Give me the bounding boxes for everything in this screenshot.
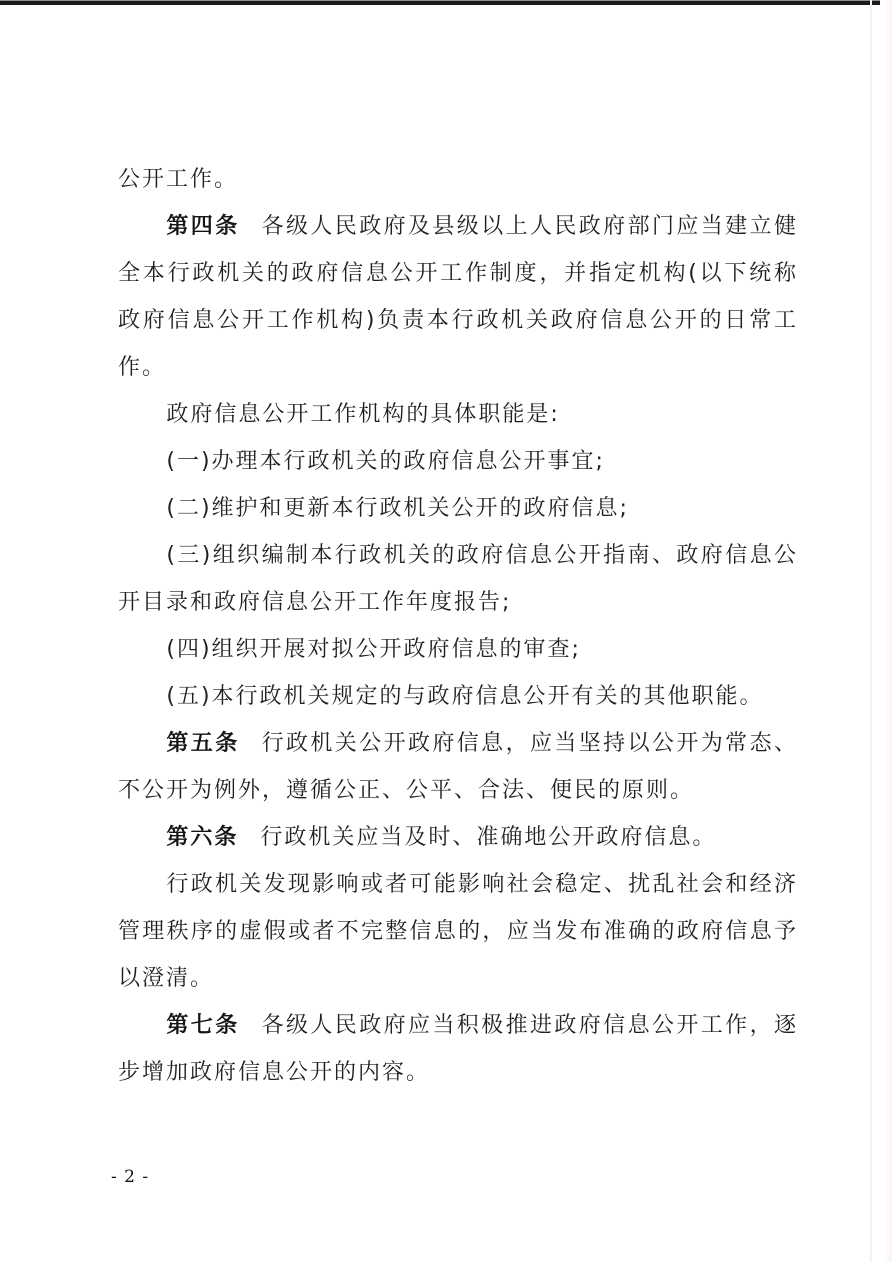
paragraph-item-2	[118, 485, 798, 532]
article-number: 第四条	[166, 214, 240, 239]
paragraph-text: 行政机关公开政府信息，应当坚持以公开为常态、不公开为例外，遵循公正、公平、合法、便民的原则。	[118, 731, 798, 803]
document-body	[118, 156, 798, 1096]
paragraph-text: (二)维护和更新本行政机关公开的政府信息;	[166, 496, 629, 521]
article-number: 第七条	[166, 1013, 240, 1038]
paragraph-text: 行政机关应当及时、准确地公开政府信息。	[260, 825, 717, 850]
article-number: 第六条	[166, 825, 239, 850]
paragraph-text: (一)办理本行政机关的政府信息公开事宜;	[166, 449, 605, 474]
paragraph-text: (五)本行政机关规定的与政府信息公开有关的其他职能。	[166, 684, 764, 709]
paragraph-item-3	[118, 532, 798, 626]
paragraph-article-6-clarify	[118, 861, 798, 1002]
paragraph-text: 政府信息公开工作机构的具体职能是:	[166, 402, 560, 427]
paragraph-text: 行政机关发现影响或者可能影响社会稳定、扰乱社会和经济管理秩序的虚假或者不完整信息的，应当发布准确的政府信息予以澄清。	[118, 872, 798, 991]
paragraph-text: (四)组织开展对拟公开政府信息的审查;	[166, 637, 581, 662]
scan-edge-artifact-top	[0, 0, 880, 5]
paragraph-article-4	[118, 203, 798, 391]
scan-edge-artifact-right	[884, 0, 892, 1262]
paragraph-text: (三)组织编制本行政机关的政府信息公开指南、政府信息公开目录和政府信息公开工作年度报告;	[118, 543, 798, 615]
paragraph-article-5	[118, 720, 798, 814]
paragraph-item-4	[118, 626, 798, 673]
paragraph-text: 公开工作。	[118, 167, 239, 192]
paragraph-item-5	[118, 673, 798, 720]
paragraph-text: 各级人民政府及县级以上人民政府部门应当建立健全本行政机关的政府信息公开工作制度，并指定机构(以下统称政府信息公开工作机构)负责本行政机关政府信息公开的日常工作。	[118, 214, 798, 380]
article-number: 第五条	[166, 731, 240, 756]
paragraph-article-6	[118, 814, 798, 861]
scan-edge-artifact-line	[870, 0, 872, 1262]
paragraph-text: 各级人民政府应当积极推进政府信息公开工作，逐步增加政府信息公开的内容。	[118, 1013, 798, 1085]
paragraph-duties-intro	[118, 391, 798, 438]
paragraph-article-7	[118, 1002, 798, 1096]
page-number: - 2 -	[111, 1167, 150, 1187]
paragraph-item-1	[118, 438, 798, 485]
paragraph-continuation	[118, 156, 798, 203]
